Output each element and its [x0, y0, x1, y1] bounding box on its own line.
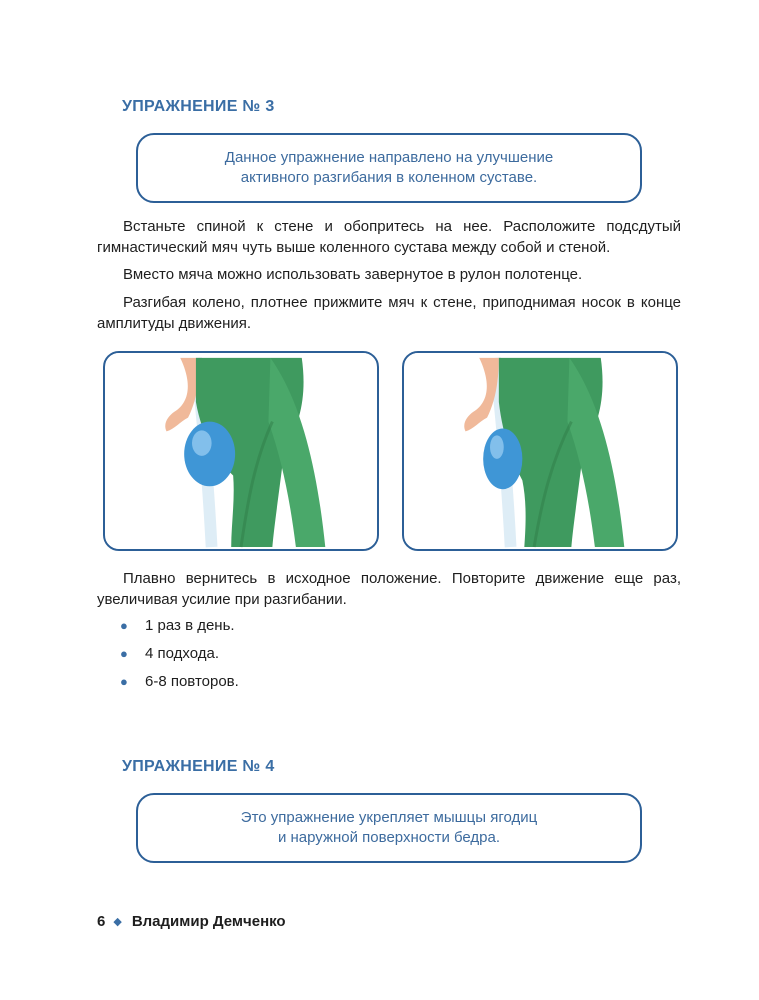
exercise-4-callout [136, 793, 642, 863]
callout-line: Данное упражнение направлено на улучшение [224, 149, 554, 166]
exercise-illustration [105, 353, 377, 549]
instruction-paragraph: Вместо мяча можно использовать завернутое в рулон полотенце. [123, 266, 583, 283]
page-footer [97, 913, 286, 930]
instruction-paragraph: Разгибая колено, плотнее прижмите мяч к стене, приподнимая носок в конце амплитуды движения. [97, 294, 681, 332]
page-number: 6 [97, 913, 106, 930]
instruction-paragraph: Встаньте спиной к стене и обопритесь на нее. Расположите подсдутый гимнастический мяч чуть выше коленного сустава между собой и стеной. [97, 218, 681, 256]
repetition-list [120, 612, 239, 696]
list-item-text: 4 подхода. [145, 645, 220, 662]
bullet-icon: ● [120, 618, 128, 633]
bullet-icon: ● [120, 674, 128, 689]
bullet-icon: ● [120, 646, 128, 661]
callout-line: активного разгибания в коленном суставе. [240, 169, 538, 186]
diamond-icon: ◆ [113, 916, 122, 928]
exercise-3-callout [136, 133, 642, 203]
list-item [120, 612, 239, 640]
exercise-3-heading: УПРАЖНЕНИЕ № 3 [122, 98, 275, 115]
callout-line: Это упражнение укрепляет мышцы ягодиц [240, 809, 538, 826]
list-item [120, 640, 239, 668]
list-item-text: 6-8 повторов. [145, 673, 239, 690]
list-item [120, 668, 239, 696]
exercise-photo-start [103, 351, 379, 551]
author-name: Владимир Демченко [131, 913, 286, 930]
exercise-illustration [404, 353, 676, 549]
instruction-paragraph: Плавно вернитесь в исходное положение. Повторите движение еще раз, увеличивая усилие при разгибании. [97, 570, 681, 608]
exercise-4-heading: УПРАЖНЕНИЕ № 4 [122, 758, 275, 775]
list-item-text: 1 раз в день. [145, 617, 235, 634]
callout-line: и наружной поверхности бедра. [277, 829, 501, 846]
exercise-photo-end [402, 351, 678, 551]
